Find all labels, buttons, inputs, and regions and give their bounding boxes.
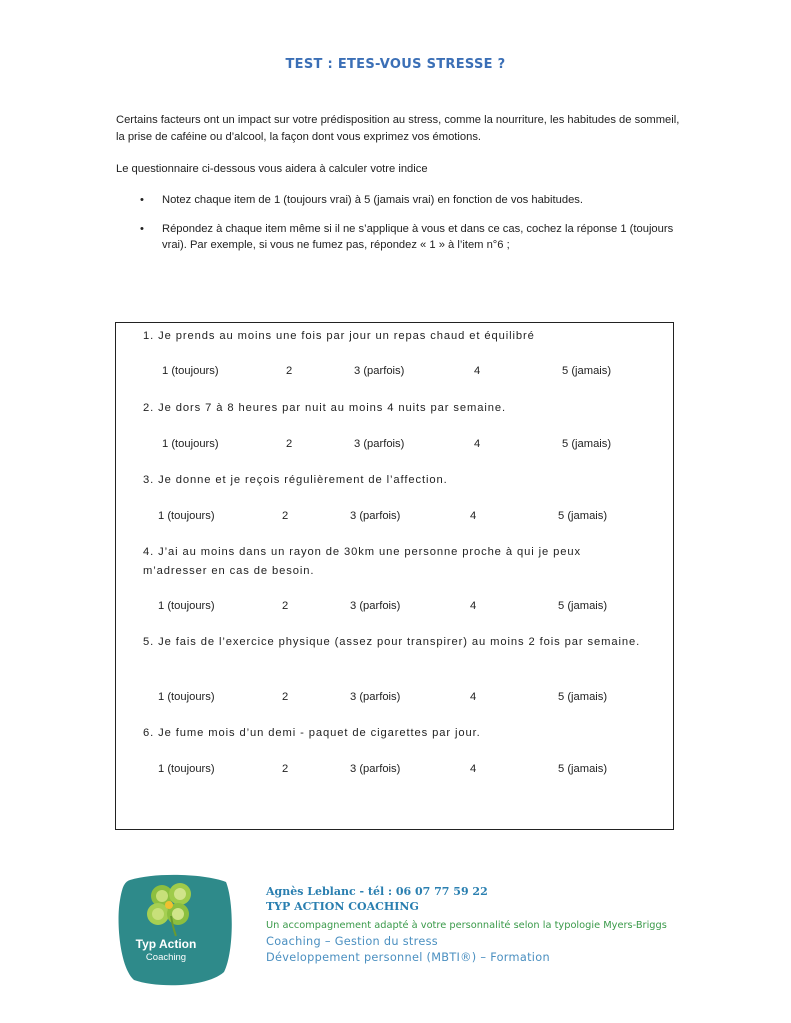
option-jamais[interactable]: 5 (jamais): [558, 600, 608, 612]
option-4[interactable]: 4: [470, 600, 477, 612]
bullet-icon: •: [140, 223, 144, 235]
answer-scale-6: [158, 763, 678, 777]
option-4[interactable]: 4: [474, 365, 481, 377]
questionnaire-box: [115, 322, 674, 830]
option-toujours[interactable]: 1 (toujours): [158, 510, 215, 522]
option-2[interactable]: 2: [286, 365, 293, 377]
option-jamais[interactable]: 5 (jamais): [558, 510, 608, 522]
option-4[interactable]: 4: [474, 438, 481, 450]
option-toujours[interactable]: 1 (toujours): [158, 600, 215, 612]
answer-scale-5: [158, 691, 678, 705]
company-name: TYP ACTION COACHING: [266, 900, 419, 913]
contact-name: Agnès Leblanc - tél : 06 07 77 59 22: [266, 885, 488, 898]
question-2: 2. Je dors 7 à 8 heures par nuit au moins 4 nuits par semaine.: [143, 402, 507, 414]
option-toujours[interactable]: 1 (toujours): [158, 691, 215, 703]
intro-paragraph-2: Le questionnaire ci-dessous vous aidera à calculer votre indice: [116, 163, 428, 175]
instruction-text: Répondez à chaque item même si il ne s’applique à vous et dans ce cas, cochez la réponse 1 (toujours vrai). Par exemple, si vous ne fumez pas, répondez « 1 » à l’item n°6 ;: [162, 223, 674, 251]
logo-line-2: Coaching: [145, 952, 187, 963]
answer-scale-3: [158, 510, 678, 524]
instructions-list: [116, 192, 676, 266]
option-toujours[interactable]: 1 (toujours): [162, 438, 219, 450]
services-line-1: Coaching – Gestion du stress: [266, 935, 438, 948]
question-1: 1. Je prends au moins une fois par jour un repas chaud et équilibré: [143, 330, 535, 342]
page-title: TEST : ETES-VOUS STRESSE ?: [285, 57, 506, 72]
answer-scale-1: [162, 365, 682, 379]
question-4: 4. J’ai au moins dans un rayon de 30km une personne proche à qui je peux m’adresser en cas de besoin.: [143, 546, 581, 577]
option-jamais[interactable]: 5 (jamais): [558, 691, 608, 703]
services-line-2: Développement personnel (MBTI®) – Formation: [266, 951, 550, 964]
footer-contact: [266, 884, 667, 966]
option-jamais[interactable]: 5 (jamais): [562, 365, 612, 377]
option-2[interactable]: 2: [282, 763, 289, 775]
option-parfois[interactable]: 3 (parfois): [354, 438, 405, 450]
option-2[interactable]: 2: [282, 691, 289, 703]
option-parfois[interactable]: 3 (parfois): [350, 763, 401, 775]
option-parfois[interactable]: 3 (parfois): [350, 510, 401, 522]
answer-scale-4: [158, 600, 678, 614]
option-4[interactable]: 4: [470, 763, 477, 775]
answer-scale-2: [162, 438, 682, 452]
question-5: 5. Je fais de l’exercice physique (assez pour transpirer) au moins 2 fois par semaine.: [143, 636, 641, 648]
option-2[interactable]: 2: [282, 600, 289, 612]
option-parfois[interactable]: 3 (parfois): [350, 600, 401, 612]
intro-paragraph-1: Certains facteurs ont un impact sur votre prédisposition au stress, comme la nourriture, les habitudes de sommeil, la prise de caféine ou d’alcool, la façon dont vous exprimez vos émotions.: [116, 114, 680, 143]
option-4[interactable]: 4: [470, 691, 477, 703]
instruction-item: [116, 192, 676, 208]
option-jamais[interactable]: 5 (jamais): [562, 438, 612, 450]
logo-icon: [116, 872, 234, 988]
option-toujours[interactable]: 1 (toujours): [162, 365, 219, 377]
option-2[interactable]: 2: [282, 510, 289, 522]
company-tagline: Un accompagnement adapté à votre personnalité selon la typologie Myers-Briggs: [266, 920, 667, 931]
question-6: 6. Je fume mois d’un demi - paquet de cigarettes par jour.: [143, 727, 481, 739]
instruction-text: Notez chaque item de 1 (toujours vrai) à 5 (jamais vrai) en fonction de vos habitudes.: [162, 194, 583, 206]
typ-action-logo: [116, 872, 234, 988]
option-toujours[interactable]: 1 (toujours): [158, 763, 215, 775]
option-parfois[interactable]: 3 (parfois): [350, 691, 401, 703]
instruction-item: [116, 221, 676, 253]
option-parfois[interactable]: 3 (parfois): [354, 365, 405, 377]
option-2[interactable]: 2: [286, 438, 293, 450]
question-3: 3. Je donne et je reçois régulièrement de l’affection.: [143, 474, 448, 486]
option-4[interactable]: 4: [470, 510, 477, 522]
bullet-icon: •: [140, 194, 144, 206]
option-jamais[interactable]: 5 (jamais): [558, 763, 608, 775]
logo-line-1: Typ Action: [135, 937, 197, 951]
